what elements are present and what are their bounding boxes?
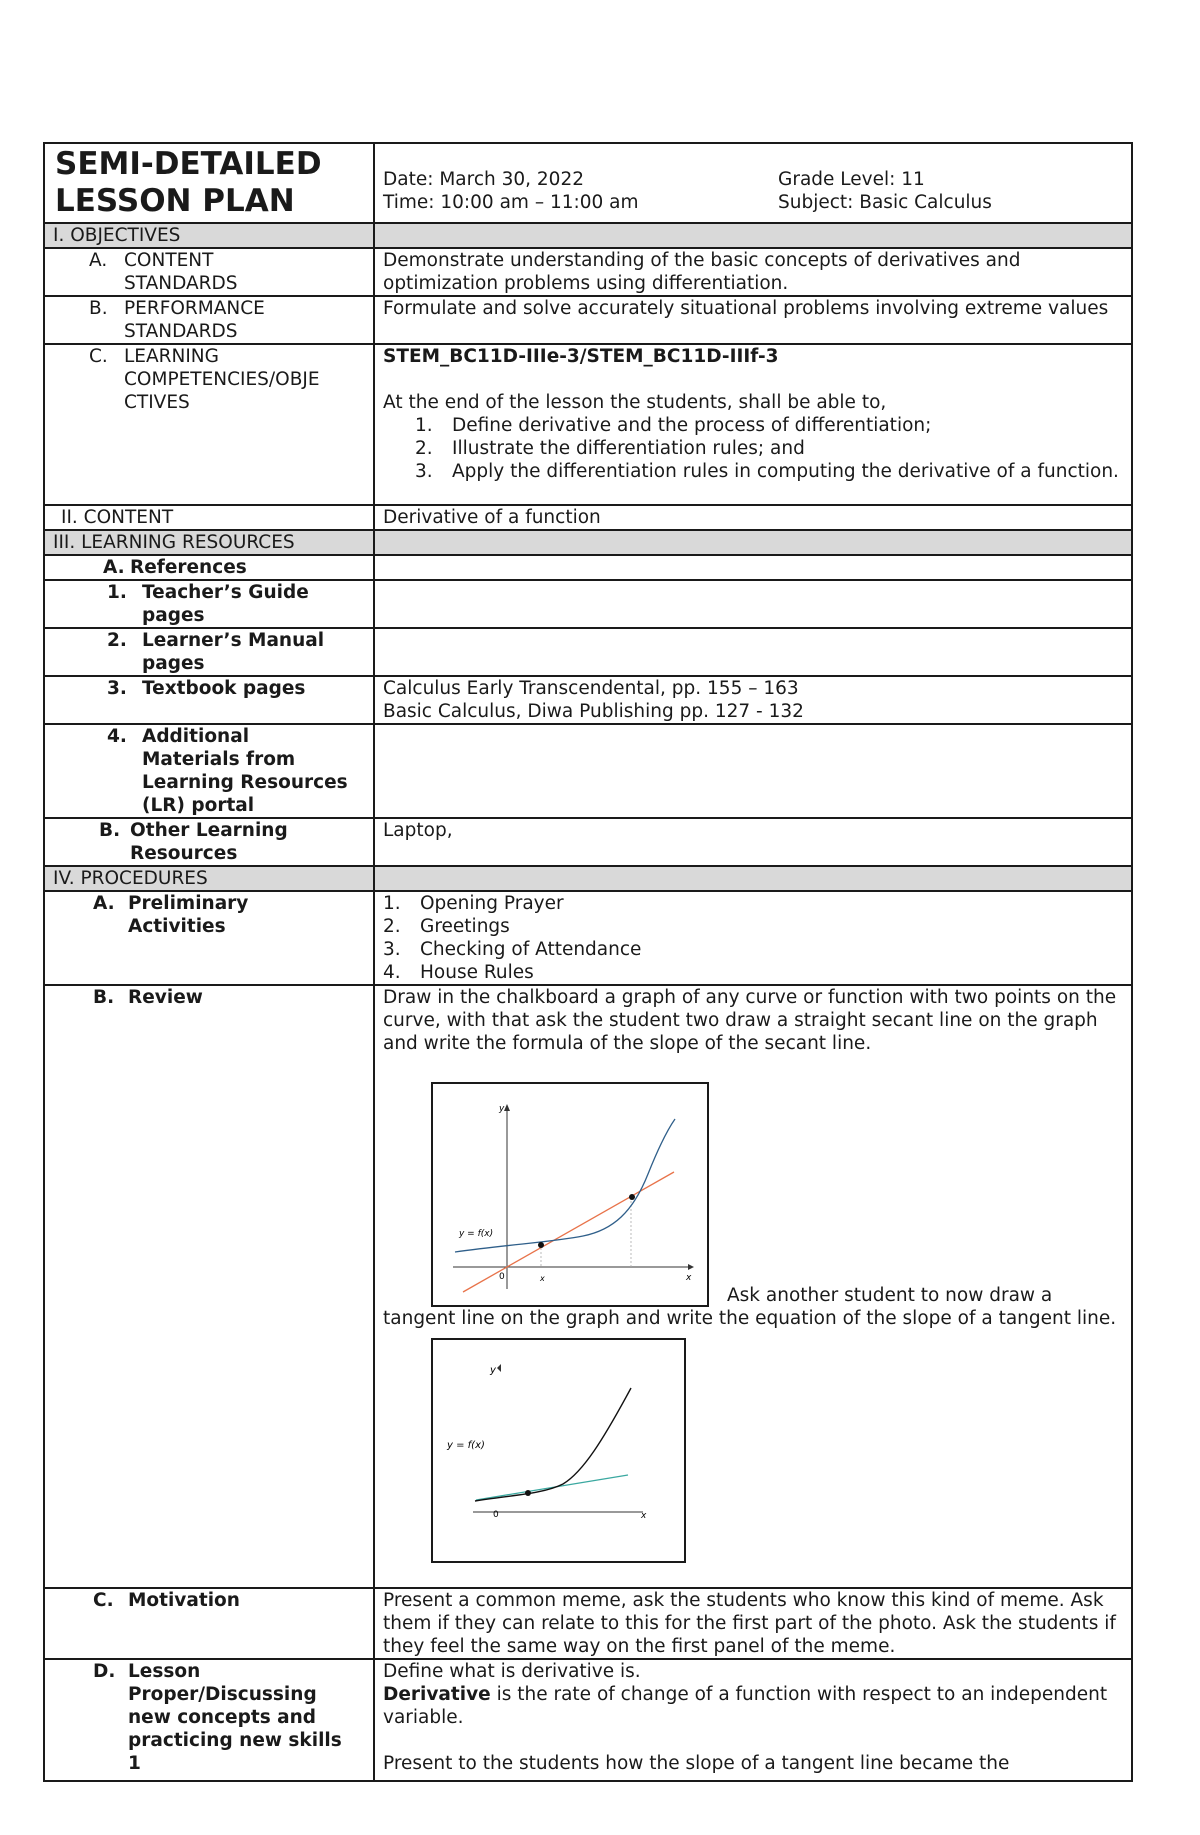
section-procedures: IV. PROCEDURES <box>44 866 1132 891</box>
row-performance-standards: B. PERFORMANCE STANDARDS Formulate and solve accurately situational problems involving extreme values <box>44 296 1132 344</box>
row-motivation: C. Motivation Present a common meme, ask the students who know this kind of meme. Ask them if they can relate to this for the first part of the photo. Ask the students if they feel the same way on the first panel of the meme. <box>44 1588 1132 1659</box>
derivative-definition: Derivative is the rate of change of a function with respect to an independent variable. <box>383 1684 1108 1728</box>
point-p <box>538 1242 544 1248</box>
svg-text:x: x <box>686 1273 692 1283</box>
preliminary-list-cell <box>374 891 1132 985</box>
other-resources-text: Laptop, <box>374 818 1132 866</box>
lesson-proper-cell: Define what is derivative is. Derivative is the rate of change of a function with respect to an independent variable. Present to the students how the slope of a tangent line became the <box>374 1659 1132 1781</box>
list-item: 2. Illustrate the differentiation rules; and <box>415 438 805 459</box>
svg-text:y: y <box>490 1365 496 1376</box>
svg-text:y: y <box>499 1104 505 1114</box>
tangent-line-figure <box>431 1338 686 1563</box>
row-review: B. Review Draw in the chalkboard a graph of any curve or function with two points on the curve, with that ask the student two draw a straight secant line on the graph and write the formula of the slope of the secant line. y x 0 x y = f(x) Ask another student to now draw a tangent line on the graph and write the equation of the slope of a tangent line. y x 0 y = f(x) <box>44 985 1132 1588</box>
preliminary-list <box>383 892 1123 984</box>
content-standards-text: Demonstrate understanding of the basic concepts of derivatives and optimization problems using differentiation. <box>374 248 1132 296</box>
row-learning-competencies: C. LEARNING COMPETENCIES/OBJE CTIVES STEM_BC11D-IIIe-3/STEM_BC11D-IIIf-3 At the end of the lesson the students, shall be able to, 1. Define derivative and the process of differentiation; 2. Illustrate the differentiation rules; and 3. Apply the differentiation rules in computing the derivative of a function. <box>44 344 1132 505</box>
row-references: A. References <box>44 555 1132 580</box>
secant-line-figure <box>431 1082 709 1307</box>
secant-graph <box>433 1084 707 1305</box>
list-item: 3. Apply the differentiation rules in computing the derivative of a function. <box>415 461 1119 482</box>
review-cell <box>374 985 1132 1588</box>
row-textbook-pages: 3. Textbook pages Calculus Early Transcendental, pp. 155 – 163 Basic Calculus, Diwa Publishing pp. 127 - 132 <box>44 676 1132 724</box>
row-learners-manual: 2. Learner’s Manual pages <box>44 628 1132 676</box>
list-item: 1. Opening Prayer <box>383 893 564 914</box>
header-row <box>44 143 1132 223</box>
secant-line <box>463 1172 674 1292</box>
curve <box>475 1388 631 1501</box>
objectives-list <box>415 414 1123 483</box>
list-item: 3. Checking of Attendance <box>383 939 642 960</box>
header-info <box>374 143 1132 223</box>
svg-text:0: 0 <box>499 1272 505 1282</box>
time-text: Time: 10:00 am – 11:00 am <box>383 192 639 213</box>
list-item: 1. Define derivative and the process of differentiation; <box>415 415 932 436</box>
svg-text:x: x <box>540 1274 545 1283</box>
review-text-2: Ask another student to now draw a tangent line on the graph and write the equation of the slope of a tangent line. <box>383 1285 1117 1329</box>
page-title: SEMI-DETAILED LESSON PLAN <box>44 143 374 223</box>
row-additional-materials: 4. Additional Materials from Learning Resources (LR) portal <box>44 724 1132 818</box>
fig1-function-label: y = f(x) <box>459 1229 494 1239</box>
fig2-function-label: y = f(x) <box>447 1440 485 1451</box>
motivation-text: Present a common meme, ask the students who know this kind of meme. Ask them if they can relate to this for the first part of the photo. Ask the students if they feel the same way on the first panel of the meme. <box>374 1588 1132 1659</box>
svg-text:0: 0 <box>493 1510 499 1520</box>
row-content-standards: A. CONTENT STANDARDS Demonstrate understanding of the basic concepts of derivatives and optimization problems using differentiation. <box>44 248 1132 296</box>
row-content: II. CONTENT Derivative of a function <box>44 505 1132 530</box>
performance-standards-text: Formulate and solve accurately situational problems involving extreme values <box>374 296 1132 344</box>
point-q <box>629 1194 635 1200</box>
tangent-graph <box>433 1340 684 1561</box>
textbook-refs: Calculus Early Transcendental, pp. 155 – 163 Basic Calculus, Diwa Publishing pp. 127 - 132 <box>374 676 1132 724</box>
svg-text:x: x <box>641 1511 647 1521</box>
list-item: 2. Greetings <box>383 916 510 937</box>
subject-text: Subject: Basic Calculus <box>778 192 992 213</box>
section-objectives: I. OBJECTIVES <box>44 223 1132 248</box>
competency-code: STEM_BC11D-IIIe-3/STEM_BC11D-IIIf-3 <box>383 346 779 367</box>
lesson-plan-table <box>43 142 1133 1782</box>
row-teachers-guide: 1. Teacher’s Guide pages <box>44 580 1132 628</box>
grade-text: Grade Level: 11 <box>778 169 925 190</box>
row-other-resources: B. Other Learning Resources Laptop, <box>44 818 1132 866</box>
list-item: 4. House Rules <box>383 962 534 983</box>
review-text: Draw in the chalkboard a graph of any curve or function with two points on the curve, with that ask the student two draw a straight secant line on the graph and write the formula of the slope of the secant line. <box>383 987 1117 1054</box>
row-lesson-proper: D. Lesson Proper/Discussing new concepts and practicing new skills 1 Define what is derivative is. Derivative is the rate of change of a function with respect to an independent variable. Present to the students how the slope of a tangent line became the <box>44 1659 1132 1781</box>
tangent-line <box>476 1475 628 1500</box>
content-text: Derivative of a function <box>374 505 1132 530</box>
learning-competencies-cell <box>374 344 1132 505</box>
row-preliminary: A. Preliminary Activities 1. Opening Prayer 2. Greetings 3. Checking of Attendance 4. House Rules <box>44 891 1132 985</box>
section-learning-resources: III. LEARNING RESOURCES <box>44 530 1132 555</box>
x-arrow-icon <box>688 1264 694 1270</box>
y-arrow-icon <box>497 1364 501 1372</box>
tangent-point <box>525 1490 531 1496</box>
date-text: Date: March 30, 2022 <box>383 169 584 190</box>
y-arrow-icon <box>504 1104 510 1111</box>
objectives-intro: At the end of the lesson the students, shall be able to, <box>383 392 887 413</box>
